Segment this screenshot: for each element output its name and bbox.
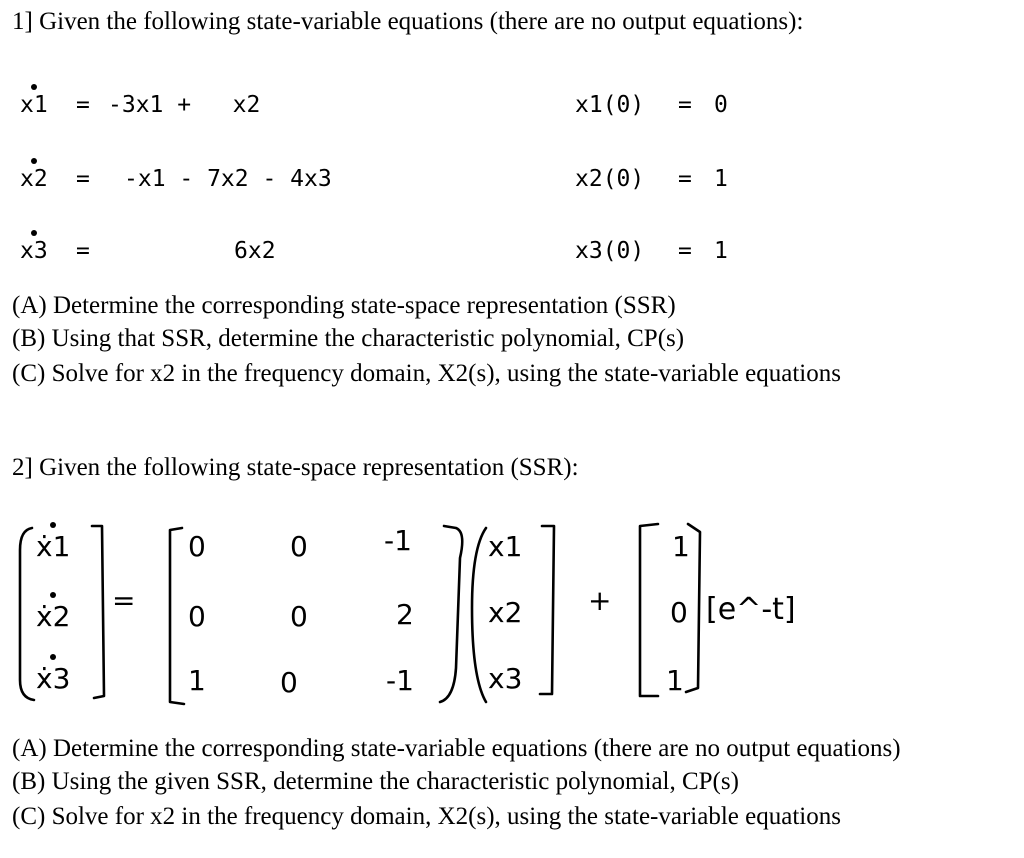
eq3-lhs-var: x3 [20, 238, 48, 264]
eq1-lhs [20, 92, 48, 118]
problem1-item-a: (A) Determine the corresponding state-space representation (SSR) [12, 292, 676, 319]
problem1-item-c: (C) Solve for x2 in the frequency domain, X2(s), using the state-variable equations [12, 360, 841, 387]
state-deriv-3: ẋ3 [36, 662, 71, 695]
b-vector-left-bracket [640, 524, 658, 696]
eq3-ic-label: x3(0) [575, 238, 645, 264]
input-value: e^-t [717, 592, 784, 627]
problem2-item-a: (A) Determine the corresponding state-variable equations (there are no output equations) [12, 735, 901, 762]
problem2-item-c: (C) Solve for x2 in the frequency domain, X2(s), using the state-variable equations [12, 803, 841, 830]
problem2-item-b: (B) Using the given SSR, determine the characteristic polynomial, CP(s) [12, 768, 739, 795]
a-32: 0 [280, 666, 298, 699]
eq2-ic-label: x2(0) [575, 166, 645, 192]
eq2-lhs-var: x2 [20, 166, 48, 192]
state-vector-brackets [464, 518, 584, 714]
state-deriv-right-bracket [92, 526, 104, 698]
b-1: 1 [672, 530, 690, 563]
eq2-ic-value: 1 [714, 166, 728, 192]
eq1-rhs: -3x1 + x2 [108, 92, 261, 118]
a-33: -1 [386, 664, 414, 697]
eq3-ic-equals: = [678, 238, 692, 264]
state-deriv-1: ẋ1 [36, 530, 71, 563]
input-signal [706, 592, 796, 627]
a-matrix-brackets [160, 518, 480, 714]
state-vector-right-bracket [540, 526, 554, 694]
problem1-item-b: (B) Using that SSR, determine the characteristic polynomial, CP(s) [12, 325, 685, 352]
eq1-ic-equals: = [678, 92, 692, 118]
a-31: 1 [188, 664, 206, 697]
eq2-rhs: -x1 - 7x2 - 4x3 [124, 166, 332, 192]
eq3-ic-value: 1 [714, 238, 728, 264]
eq2-lhs [20, 166, 48, 192]
a-13: -1 [384, 524, 412, 557]
a-21: 0 [188, 600, 206, 633]
eq1-equals: = [76, 92, 90, 118]
input-right-bracket: ] [783, 592, 796, 627]
eq2-equals: = [76, 166, 90, 192]
state-deriv-left-bracket [20, 528, 34, 700]
state-deriv-2: ẋ2 [36, 600, 71, 633]
eq1-ic-value: 0 [714, 92, 728, 118]
state-2: x2 [488, 596, 523, 629]
b-3: 1 [666, 664, 684, 697]
eq3-lhs [20, 238, 48, 264]
a-23: 2 [396, 598, 414, 631]
eq3-rhs: 6x2 [234, 238, 276, 264]
a-22: 0 [290, 600, 308, 633]
eq3-equals: = [76, 238, 90, 264]
problem2-heading: 2] Given the following state-space representation (SSR): [12, 454, 579, 481]
matrix-equals: = [112, 584, 136, 617]
state-3: x3 [488, 662, 523, 695]
state-vector-left-bracket [472, 528, 486, 702]
a-11: 0 [188, 530, 206, 563]
input-left-bracket: [ [706, 592, 718, 627]
a-matrix-right-bracket [440, 526, 462, 702]
a-12: 0 [290, 530, 308, 563]
b-2: 0 [670, 596, 688, 629]
problem1-heading: 1] Given the following state-variable equations (there are no output equations): [12, 8, 804, 35]
state-1: x1 [488, 530, 523, 563]
a-matrix-left-bracket [170, 528, 184, 704]
eq1-lhs-var: x1 [20, 92, 48, 118]
eq2-ic-equals: = [678, 166, 692, 192]
matrix-plus: + [588, 584, 612, 617]
eq1-ic-label: x1(0) [575, 92, 645, 118]
